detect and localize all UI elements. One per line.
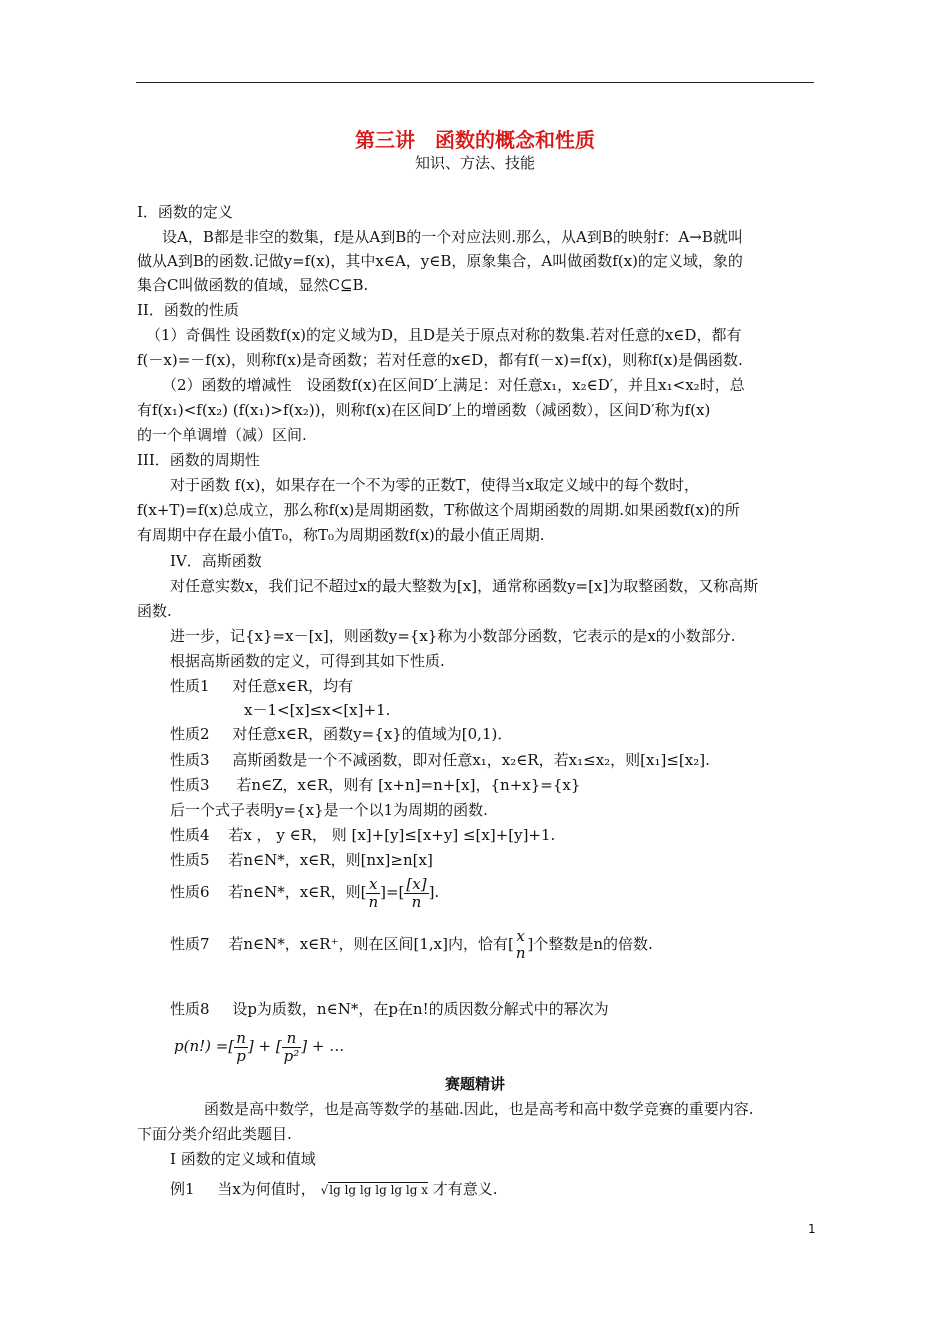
fraction-n-over-p-squared: $\frac{n}{\text{p²}}$	[283, 1028, 300, 1065]
property-label: 性质8	[170, 1000, 210, 1018]
example-text: 当x为何值时，	[217, 1180, 316, 1198]
property-text: 若n∈N*，x∈R⁺，则在区间[1,x]内，恰有[	[228, 935, 514, 953]
paragraph-line: f(x+T)=f(x)总成立，那么称f(x)是周期函数，T称做这个周期函数的周期.如果函数f(x)的所	[137, 501, 740, 519]
section-heading-definition: I．函数的定义	[137, 203, 233, 221]
property-5	[170, 849, 433, 871]
paragraph-line: 设A，B都是非空的数集，f是从A到B的一个对应法则.那么，从A到B的映射f：A→B就叫	[162, 228, 743, 246]
property-7: 性质7 若n∈N*，x∈R⁺，则在区间[1,x]内，恰有[ x n ]个整数是n的倍数.	[170, 927, 653, 962]
property-3b	[170, 774, 580, 796]
property-label: 性质6	[170, 883, 210, 901]
property-2	[170, 723, 512, 745]
property-4	[170, 824, 555, 846]
fraction-x-over-n: $\frac{x}{n}$	[368, 874, 379, 911]
property-1-formula: x－1<[x]≤x<[x]+1.	[244, 701, 391, 719]
example-label: 例1	[170, 1180, 195, 1198]
paragraph-line: 有周期中存在最小值T₀，称T₀为周期函数f(x)的最小值正周期.	[137, 526, 545, 544]
property-label: 性质5	[170, 851, 210, 869]
property-label: 性质3	[170, 776, 210, 794]
paragraph-line: 有f(x₁)<f(x₂) (f(x₁)>f(x₂))，则称f(x)在区间D′上的增函数（减函数），区间D′称为f(x)	[137, 401, 711, 419]
section-heading-gauss: IV．高斯函数	[170, 552, 262, 570]
page-title: 第三讲 函数的概念和性质	[355, 128, 595, 152]
section-heading-properties: II．函数的性质	[137, 301, 239, 319]
property-text: 若x ， y ∈R， 则 [x]+[y]≤[x+y] ≤[x]+[y]+1.	[228, 826, 556, 844]
paragraph-line: 根据高斯函数的定义，可得到其如下性质.	[170, 652, 445, 670]
nested-radical-formula: √lg lg lg lg lg lg x	[320, 1183, 429, 1197]
header-rule	[136, 82, 814, 83]
fraction-floorx-over-n: $\frac{[x]}{n}$	[406, 874, 427, 911]
paragraph-line: 对于函数 f(x)，如果存在一个不为零的正数T，使得当x取定义域中的每个数时，	[170, 476, 699, 494]
property-label: 性质4	[170, 826, 210, 844]
property-1	[170, 675, 353, 697]
example-1	[170, 1176, 498, 1203]
property-8-formula: p(n!) =[ $\frac{n}{p}$ ] + [ $\frac{n}{\text{p²}}$ ] + …	[174, 1028, 345, 1065]
property-text: 对任意x∈R，均有	[232, 677, 354, 695]
paragraph-line: 的一个单调增（减）区间.	[137, 426, 307, 444]
page-subtitle: 知识、方法、技能	[414, 154, 535, 172]
paragraph-line: 进一步，记{x}=x－[x]，则函数y={x}称为小数部分函数，它表示的是x的小数部分.	[170, 627, 736, 645]
property-3b-note: 后一个式子表明y={x}是一个以1为周期的函数.	[170, 801, 488, 819]
property-label: 性质7	[170, 935, 210, 953]
paragraph-line: 集合C叫做函数的值域，显然C⊆B.	[137, 276, 369, 294]
section-heading-periodicity: III．函数的周期性	[137, 451, 260, 469]
property-text: 设p为质数，n∈N*，在p在n!的质因数分解式中的幂次为	[232, 1000, 609, 1018]
fraction-x-over-n: x n	[515, 927, 526, 962]
contest-subheading: I 函数的定义域和值域	[170, 1150, 316, 1168]
property-text: 高斯函数是一个不减函数，即对任意x₁，x₂∈R，若x₁≤x₂，则[x₁]≤[x₂].	[232, 751, 710, 769]
property-text: 若n∈Z，x∈R，则有 [x+n]=n+[x]，{n+x}={x}	[236, 776, 581, 794]
property-8	[170, 998, 609, 1020]
page-number: 1	[808, 1222, 816, 1236]
property-label: 性质2	[170, 725, 210, 743]
paragraph-line: （2）函数的增减性 设函数f(x)在区间D′上满足：对任意x₁，x₂∈D′，并且x₁<x₂时，总	[162, 376, 745, 394]
paragraph-line: 对任意实数x，我们记不超过x的最大整数为[x]，通常称函数y=[x]为取整函数，又称高斯	[170, 577, 759, 595]
paragraph-line: f(－x)=－f(x)，则称f(x)是奇函数；若对任意的x∈D，都有f(－x)=f(x)，则称f(x)是偶函数.	[137, 351, 743, 369]
property-text: 若n∈N*，x∈R，则[nx]≥n[x]	[228, 851, 433, 869]
property-3	[170, 749, 710, 771]
example-end: 才有意义.	[432, 1180, 498, 1198]
property-6: 性质6 若n∈N*，x∈R，则[ $\frac{x}{n}$ ]=[ $\frac{[x]}{n}$ ].	[170, 874, 440, 911]
property-label: 性质3	[170, 751, 210, 769]
property-text: 若n∈N*，x∈R，则[	[228, 883, 367, 901]
paragraph-line: 做从A到B的函数.记做y=f(x)，其中x∈A，y∈B，原象集合，A叫做函数f(x)的定义域，象的	[137, 252, 743, 270]
property-text: 对任意x∈R，函数y={x}的值域为[0,1)．	[232, 725, 513, 743]
paragraph-line: 函数.	[137, 602, 172, 620]
paragraph-line: （1）奇偶性 设函数f(x)的定义域为D，且D是关于原点对称的数集.若对任意的x∈D，都有	[146, 326, 742, 344]
contest-heading: 赛题精讲	[444, 1075, 505, 1093]
paragraph-line: 函数是高中数学，也是高等数学的基础.因此，也是高考和高中数学竞赛的重要内容.	[204, 1100, 754, 1118]
property-label: 性质1	[170, 677, 210, 695]
fraction-n-over-p: $\frac{n}{p}$	[236, 1028, 246, 1065]
paragraph-line: 下面分类介绍此类题目.	[137, 1125, 292, 1143]
